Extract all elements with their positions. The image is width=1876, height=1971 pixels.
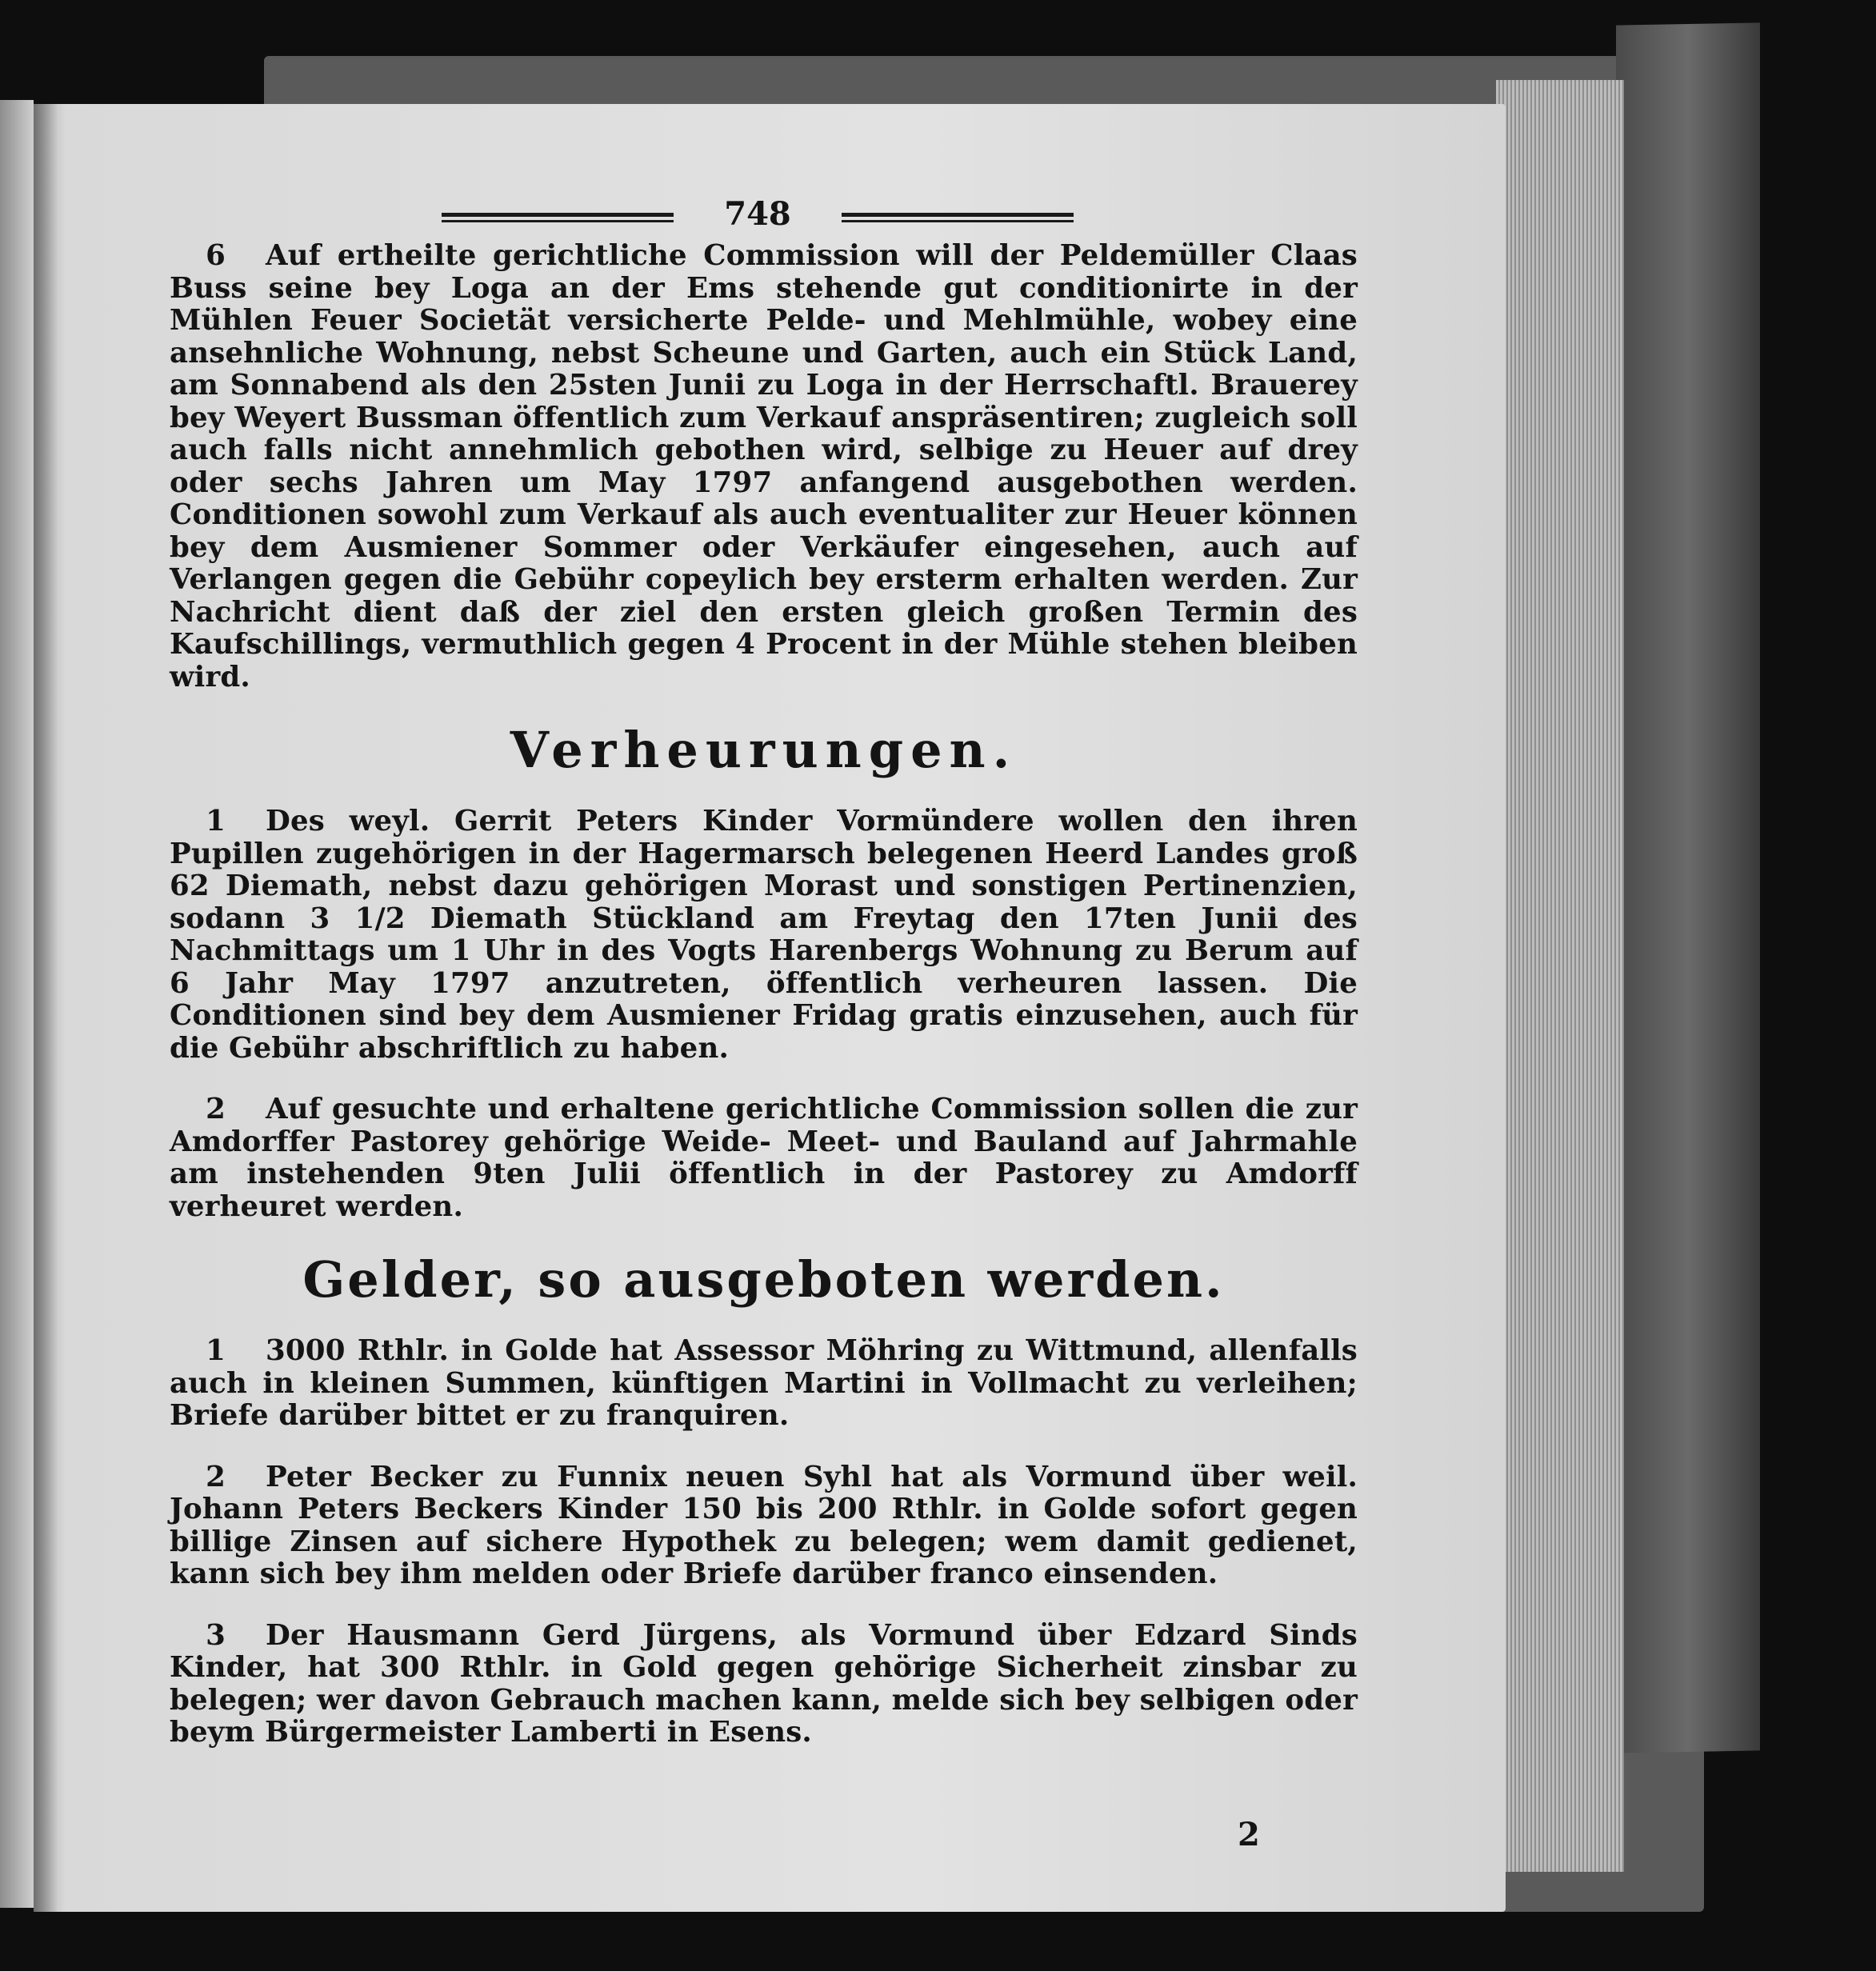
entry-money-3 [170,1620,1358,1749]
book-cover-edge [1616,22,1760,1753]
section-title-gelder: Gelder, so ausgeboten werden. [302,1250,1225,1309]
book-page [34,104,1506,1912]
entry-number: 2 [206,1093,226,1125]
left-page-edge [0,100,34,1908]
gutter-shadow [34,104,58,1912]
entry-number: 6 [206,239,226,272]
page-edges [1496,80,1624,1872]
entry-money-1 [170,1335,1358,1433]
catchword: 2 [1238,1816,1260,1853]
entry-number: 1 [206,1334,226,1367]
entry-lease-1 [170,806,1358,1065]
page-header [170,192,1358,240]
header-rule-left [442,213,674,222]
entry-text: Peter Becker zu Funnix neuen Syhl hat als Vormund über weil. Johann Peters Beckers Kinder 150 bis 200 Rthlr. in Golde sofort gegen billige Zinsen auf sichere Hypothek zu belegen; wem damit gedienet, kann sich bey ihm melden oder Briefe darüber franco einsenden. [170,1460,1358,1590]
entry-text: Der Hausmann Gerd Jürgens, als Vormund über Edzard Sinds Kinder, hat 300 Rthlr. in Gold gegen gehörige Sicherheit zinsbar zu belegen; wer davon Gebrauch machen kann, melde sich bey selbigen oder beym Bürgermeister Lamberti in Esens. [170,1618,1358,1749]
header-rule-right [842,213,1074,222]
entry-text: 3000 Rthlr. in Golde hat Assessor Möhring zu Wittmund, allenfalls auch in kleinen Summen, künftigen Martini in Vollmacht zu verleihen; Briefe darüber bittet er zu franquiren. [170,1334,1358,1432]
page-number: 748 [724,195,791,233]
entry-text: Des weyl. Gerrit Peters Kinder Vormündere wollen den ihren Pupillen zugehörigen in der Hagermarsch belegenen Heerd Landes groß 62 Diemath, nebst dazu gehörigen Morast und sonstigen Pertinenzien, sodann 3 1/2 Diemath Stückland am Freytag den 17ten Junii des Nachmittags um 1 Uhr in des Vogts Harenbergs Wohnung zu Berum auf 6 Jahr May 1797 anzutreten, öffentlich verheuren lassen. Die Conditionen sind bey dem Ausmiener Fridag gratis einzusehen, auch für die Gebühr abschriftlich zu haben. [170,805,1358,1065]
entry-sale-6 [170,240,1358,694]
page-content [170,192,1358,1778]
entry-number: 3 [206,1618,226,1652]
entry-text: Auf gesuchte und erhaltene gerichtliche Commission sollen die zur Amdorffer Pastorey gehörige Weide- Meet- und Bauland auf Jahrmahle am instehenden 9ten Julii öffentlich in der Pastorey zu Amdorff verheuret werden. [170,1093,1358,1223]
entry-number: 1 [206,805,226,838]
entry-lease-2 [170,1093,1358,1223]
section-title-verheurungen: Verheurungen. [510,721,1018,779]
entry-text: Auf ertheilte gerichtliche Commission will der Peldemüller Claas Buss seine bey Loga an der Ems stehende gut conditionirte in der Mühlen Feuer Societät versicherte Pelde- und Mehlmühle, wobey eine ansehnliche Wohnung, nebst Scheune und Garten, auch ein Stück Land, am Sonnabend als den 25sten Junii zu Loga in der Herrschaftl. Brauerey bey Weyert Bussman öffentlich zum Verkauf anspräsentiren; zugleich soll auch falls nicht annehmlich gebothen wird, selbige zu Heuer auf drey oder sechs Jahren um May 1797 anfangend ausgebothen werden. Conditionen sowohl zum Verkauf als auch eventualiter zur Heuer können bey dem Ausmiener Sommer oder Verkäufer eingesehen, auch auf Verlangen gegen die Gebühr copeylich bey ersterm erhalten werden. Zur Nachricht dient daß der ziel den ersten gleich großen Termin des Kaufschillings, vermuthlich gegen 4 Procent in der Mühle stehen bleiben wird. [170,239,1358,694]
entry-money-2 [170,1461,1358,1591]
entry-number: 2 [206,1460,226,1493]
